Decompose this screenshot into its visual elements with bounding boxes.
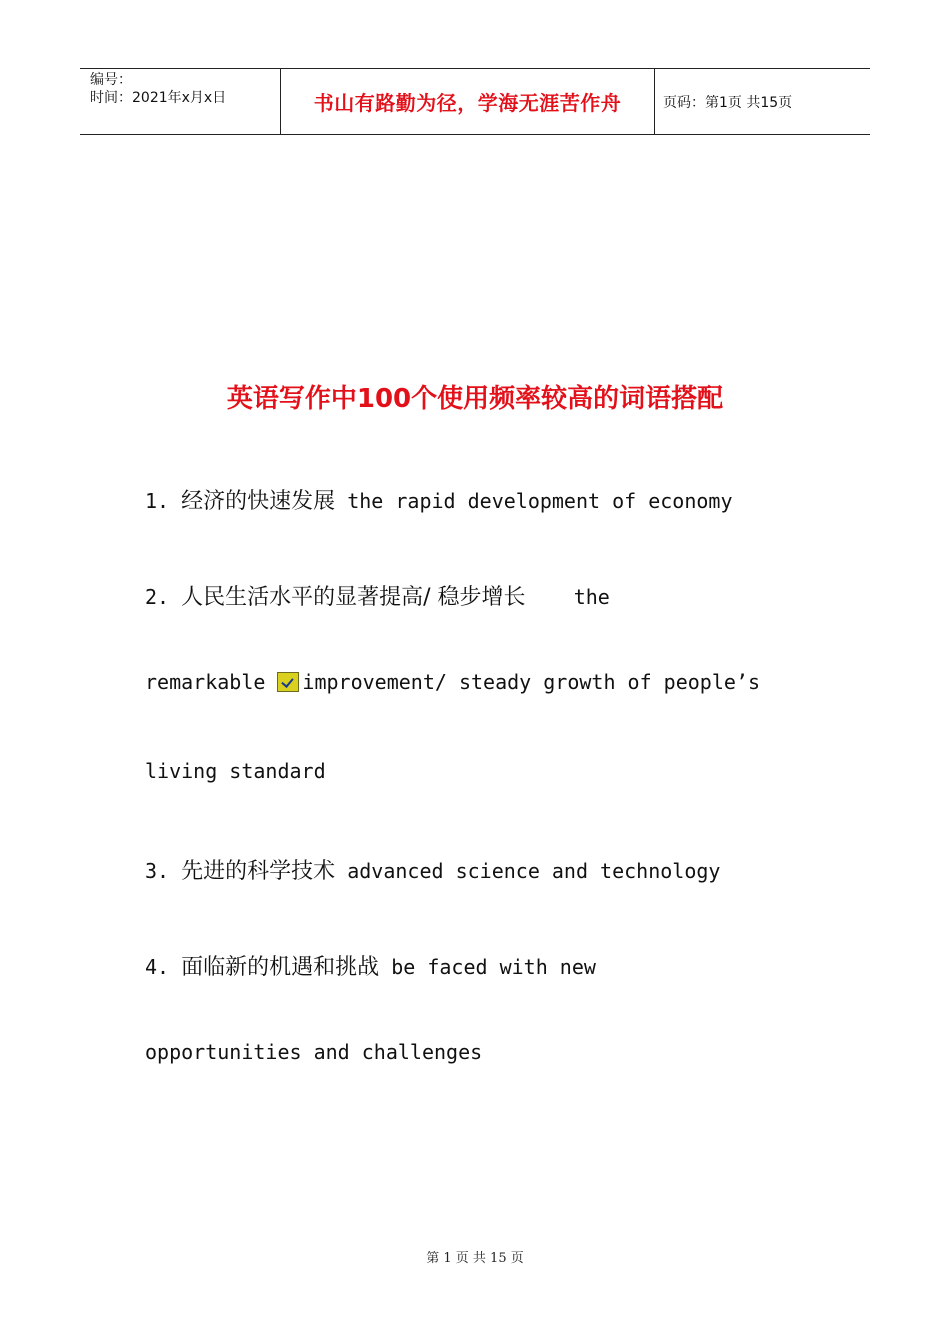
list-item-continuation: living standard [145, 759, 326, 783]
item-english: be faced with new [379, 955, 596, 979]
page-header [80, 68, 870, 135]
time-label: 时间：2021年x月x日 [90, 90, 227, 106]
item-number: 1. [145, 489, 170, 513]
item-chinese: 先进的科学技术 [181, 859, 336, 884]
item-english: improvement/ steady growth of people’s [302, 670, 760, 694]
number-label: 编号： [90, 72, 132, 88]
item-english: the [525, 585, 610, 609]
item-english: the rapid development of economy [335, 489, 733, 513]
page-footer: 第 1 页 共 15 页 [426, 1251, 524, 1266]
motto-text: 书山有路勤为径，学海无涯苦作舟 [313, 91, 622, 115]
checkmark-icon [277, 672, 299, 692]
item-number: 3. [145, 859, 170, 883]
list-item-continuation: opportunities and challenges [145, 1040, 483, 1064]
header-motto-cell [281, 69, 655, 134]
item-chinese: 人民生活水平的显著提高/ 稳步增长 [181, 585, 526, 610]
list-item [145, 484, 733, 515]
document-title: 英语写作中100个使用频率较高的词语搭配 [226, 384, 724, 414]
list-item [145, 950, 596, 981]
page-info: 页码：第1页 共15页 [663, 94, 793, 111]
item-english: remarkable [145, 670, 266, 694]
list-item [145, 580, 610, 611]
item-english: advanced science and technology [335, 859, 721, 883]
list-item-continuation [145, 670, 760, 694]
item-number: 4. [145, 955, 170, 979]
list-item [145, 854, 720, 885]
item-chinese: 经济的快速发展 [181, 489, 336, 514]
item-number: 2. [145, 585, 170, 609]
header-meta [80, 69, 281, 134]
item-chinese: 面临新的机遇和挑战 [181, 955, 380, 980]
